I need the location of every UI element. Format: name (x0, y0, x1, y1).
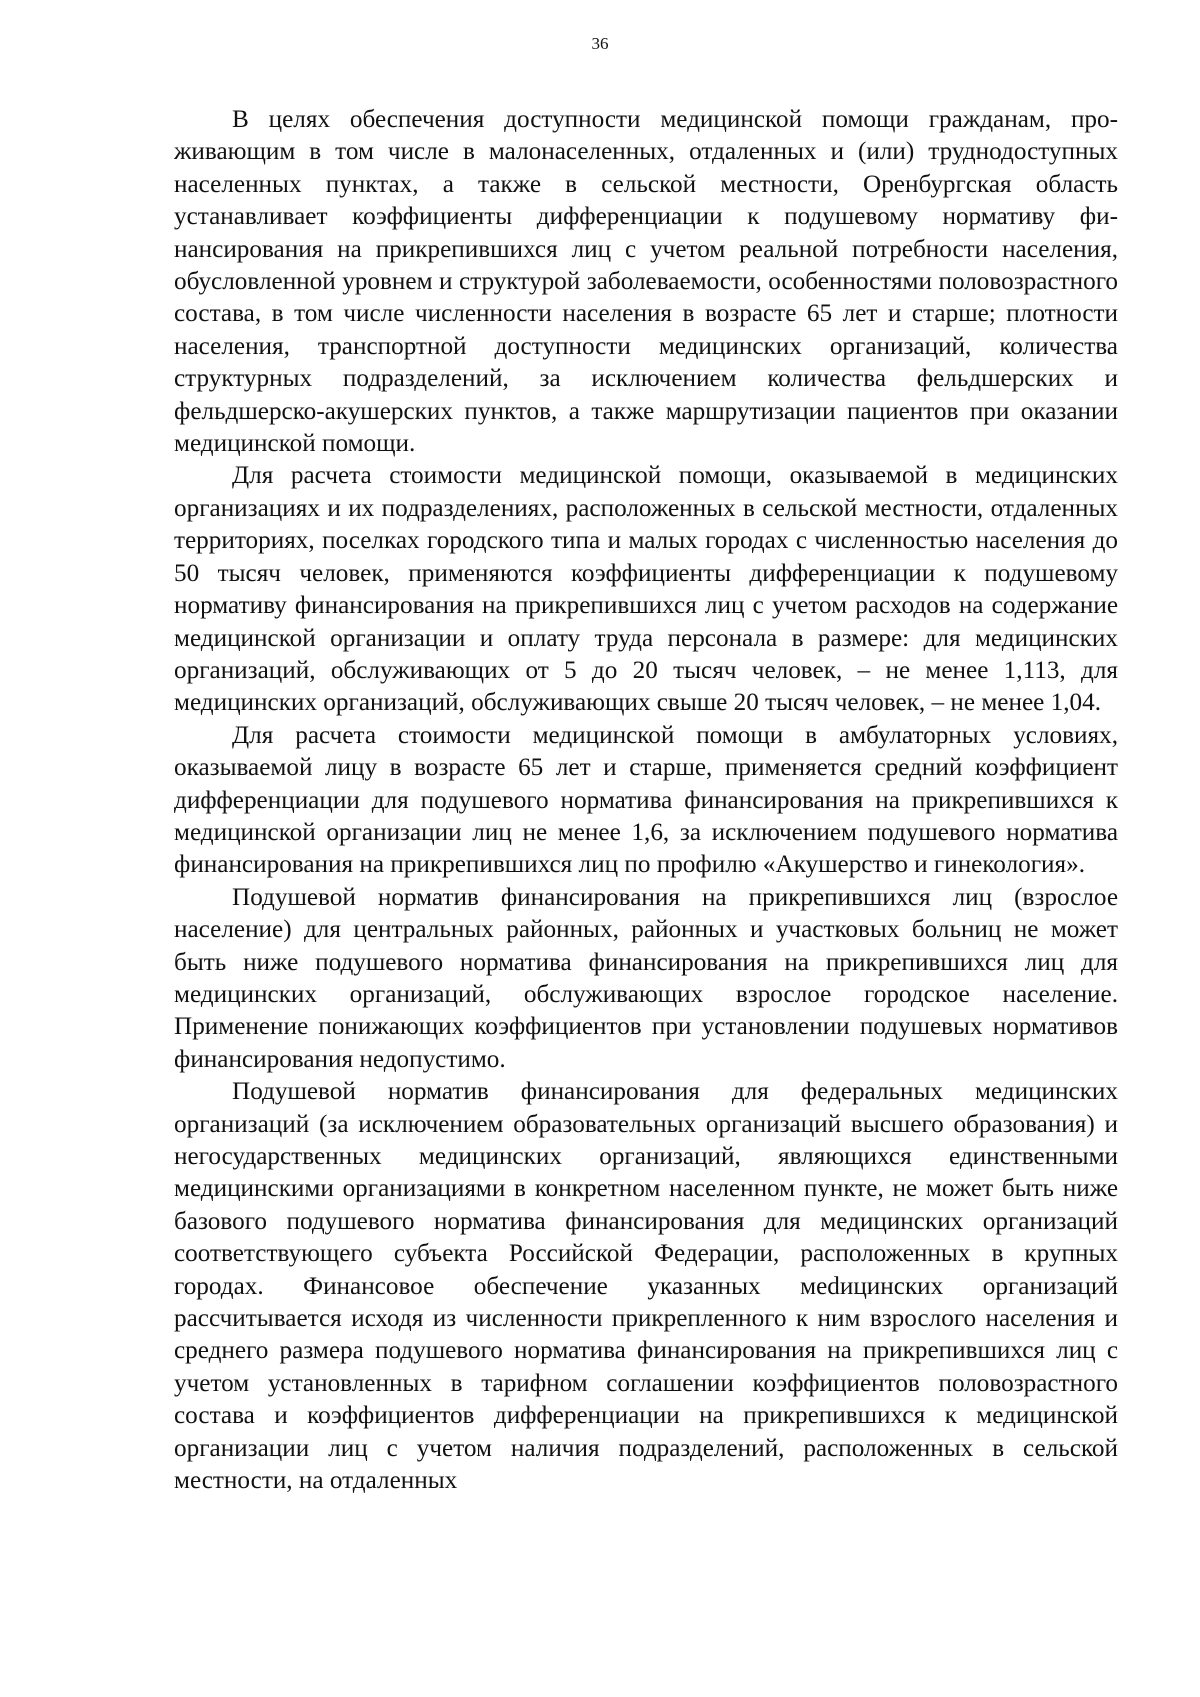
paragraph-rural-coefficients: Для расчета стоимости медицинской помощи, оказываемой в медицинских организациях и их подразделениях, расположенных в сельской местности, отдаленных территориях, поселках городского типа и малых городах с численностью населения до 50 тысяч человек, применяются коэффициенты дифференциации к подушевому нормативу финансирования на прикрепившихся лиц с учетом расходов на содержание медицинской организации и оплату труда персонала в размере: для медицинских организаций, обслуживающих от 5 до 20 тысяч человек, – не менее 1,113, для медицинских организаций, обслуживающих свыше 20 тысяч человек, – не менее 1,04. (174, 462, 1118, 717)
page-number: 36 (591, 34, 609, 53)
paragraph-elderly-coefficient: Для расчета стоимости медицинской помощи в амбулаторных условиях, оказываемой лицу в возрасте 65 лет и старше, применяется средний коэффициент дифференциации для подушевого норматива финансирования на прикрепившихся к медицинской организации лиц не менее 1,6, за исключением подушевого норматива финансирования на прикрепившихся лиц по профилю «Акушерство и гинекология». (174, 721, 1118, 879)
paragraph-coefficients-accessibility: В целях обеспечения доступности медицинской помощи гражданам, проживающим в том числе в малонаселенных, отдаленных и (или) труднодоступных населенных пунктах, а также в сельской местности, Оренбургская область устанавливает коэффициенты дифференциации к подушевому нормативу финансирования на прикрепившихся лиц с учетом реальной потребности населения, обусловленной уровнем и структурой заболеваемости, особенностями половозрастного состава, в том числе численности населения в возрасте 65 лет и старше; плотности населения, транспортной доступности медицинских организаций, количества структурных подразделений, за исключением количества фельдшерских и фельдшерско-акушерских пунктов, а также маршрутизации пациентов при оказании медицинской помощи. (174, 106, 1118, 458)
document-body (174, 104, 1118, 1497)
paragraph-adult-population-norm: Подушевой норматив финансирования на прикрепившихся лиц (взрослое население) для центральных районных, районных и участковых больниц не может быть ниже подушевого норматива финансирования на прикрепившихся лиц для медицинских организаций, обслуживающих взрослое городское население. Применение понижающих коэффициентов при установлении подушевых нормативов финансирования недопустимо. (174, 883, 1118, 1073)
paragraph-federal-organizations-norm: Подушевой норматив финансирования для федеральных медицинских организаций (за исключением образовательных организаций высшего образования) и негосударственных медицинских организаций, являющихся единственными медицинскими организациями в конкретном населенном пункте, не может быть ниже базового подушевого норматива финансирования для медицинских организаций соответствующего субъекта Российской Федерации, расположенных в крупных городах. Финансовое обеспечение указанных меdицинских организаций рассчитывается исходя из численности прикрепленного к ним взрослого населения и среднего размера подушевого норматива финансирования на прикрепившихся лиц с учетом установленных в тарифном соглашении коэффициентов половозрастного состава и коэффициентов дифференциации на прикрепившихся к медицинской организации лиц с учетом наличия подразделений, расположенных в сельской местности, на отдаленных (174, 1078, 1118, 1495)
